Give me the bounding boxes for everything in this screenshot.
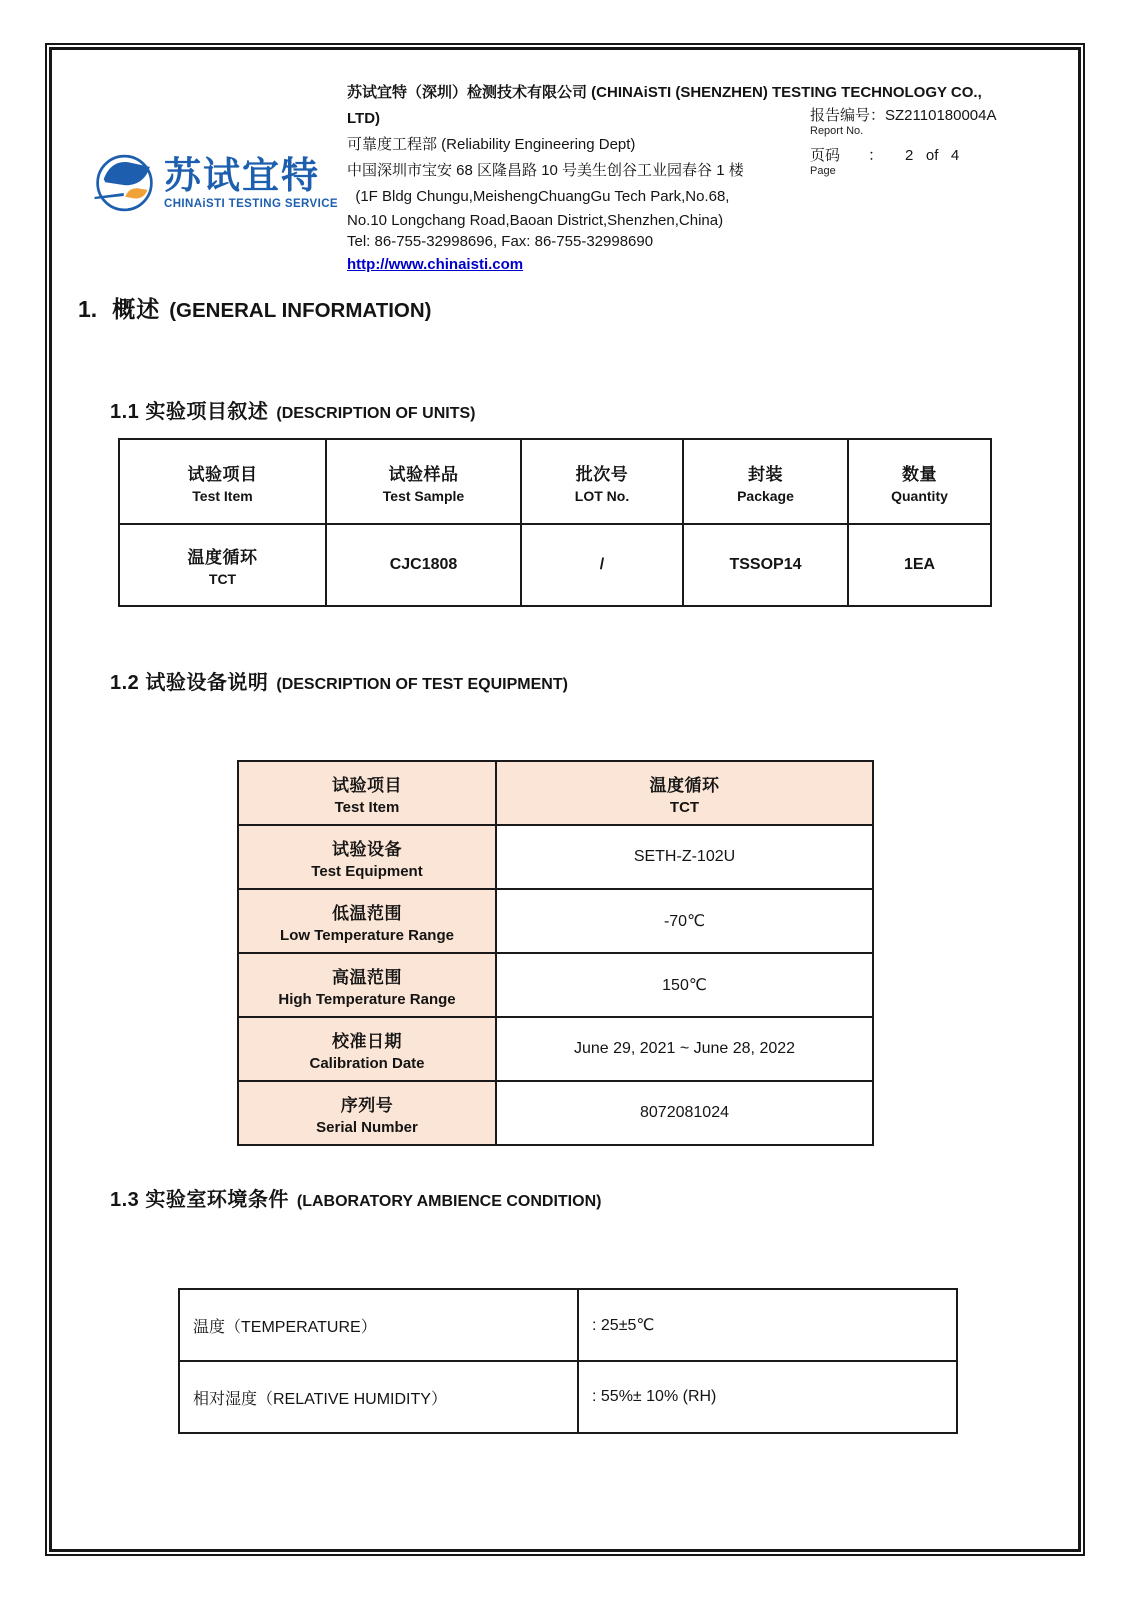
equipment-label-test-item: 试验项目 Test Item	[238, 761, 496, 825]
section-1-3-title-cn: 1.3 实验室环境条件	[110, 1189, 289, 1211]
section-1-2-title-en: (DESCRIPTION OF TEST EQUIPMENT)	[276, 676, 568, 693]
equipment-value-equipment: SETH-Z-102U	[496, 825, 873, 889]
report-no-label-en: Report No.	[810, 125, 864, 137]
report-no-value: SZ2110180004A	[885, 107, 997, 124]
units-table-header-row	[119, 439, 991, 524]
report-no-line	[810, 104, 1060, 125]
section-1-3-heading	[110, 1183, 601, 1212]
units-header-lot-no: 批次号 LOT No.	[521, 439, 683, 524]
units-table	[118, 438, 992, 607]
equipment-value-low-temp: -70℃	[496, 889, 873, 953]
units-cell-test-item: 温度循环 TCT	[119, 524, 326, 606]
address-en-line1: (1F Bldg Chungu,MeishengChuangGu Tech Park,No.68,	[347, 188, 730, 205]
report-meta-block	[810, 104, 1060, 178]
address-en-line2: No.10 Longchang Road,Baoan District,Shenzhen,China)	[347, 212, 724, 229]
equipment-label-low-temp: 低温范围 Low Temperature Range	[238, 889, 496, 953]
chinaisti-logo-icon	[93, 139, 156, 227]
units-header-quantity: 数量 Quantity	[848, 439, 991, 524]
equipment-value-serial: 8072081024	[496, 1081, 873, 1145]
company-name-line1: 苏试宜特（深圳）检测技术有限公司 (CHINAiSTI (SHENZHEN) TESTING TECHNOLOGY CO.,	[347, 84, 982, 101]
units-header-test-sample: 试验样品 Test Sample	[326, 439, 521, 524]
ambience-table	[178, 1288, 958, 1434]
equipment-value-test-item: 温度循环 TCT	[496, 761, 873, 825]
company-website-link[interactable]: http://www.chinaisti.com	[347, 256, 524, 273]
ambience-label-humidity: 相对湿度（RELATIVE HUMIDITY）	[179, 1361, 578, 1433]
page-value: 2 of 4	[905, 147, 960, 164]
address-cn-line: 中国深圳市宝安 68 区隆昌路 10 号美生创谷工业园春谷 1 楼	[347, 162, 744, 179]
units-header-test-item: 试验项目 Test Item	[119, 439, 326, 524]
ambience-value-temperature: : 25±5℃	[578, 1289, 957, 1361]
section-1-2-heading	[110, 666, 568, 695]
page-no-line	[810, 144, 1060, 165]
ambience-row-temperature	[179, 1289, 957, 1361]
ambience-value-humidity: : 55%± 10% (RH)	[578, 1361, 957, 1433]
company-logo	[93, 139, 338, 227]
equipment-label-serial: 序列号 Serial Number	[238, 1081, 496, 1145]
equipment-label-high-temp: 高温范围 High Temperature Range	[238, 953, 496, 1017]
section-1-heading	[78, 291, 432, 324]
equipment-row-equipment	[238, 825, 873, 889]
section-1-2-title-cn: 1.2 试验设备说明	[110, 672, 269, 694]
equipment-row-high-temp	[238, 953, 873, 1017]
section-1-1-title-cn: 1.1 实验项目叙述	[110, 401, 269, 423]
units-cell-quantity: 1EA	[848, 524, 991, 606]
units-header-package: 封装 Package	[683, 439, 848, 524]
equipment-table	[237, 760, 874, 1146]
units-cell-package: TSSOP14	[683, 524, 848, 606]
logo-en-text: CHINAiSTI TESTING SERVICE	[163, 198, 338, 210]
section-1-3-title-en: (LABORATORY AMBIENCE CONDITION)	[296, 1193, 602, 1210]
page-label-en: Page	[810, 165, 836, 177]
ambience-label-temperature: 温度（TEMPERATURE）	[179, 1289, 578, 1361]
section-1-title-cn: 概述	[112, 296, 161, 322]
report-no-label: 报告编号：	[810, 107, 886, 124]
section-1-title-en: (GENERAL INFORMATION)	[169, 299, 432, 322]
ambience-row-humidity	[179, 1361, 957, 1433]
company-name-line2: LTD)	[347, 110, 381, 127]
equipment-row-serial	[238, 1081, 873, 1145]
section-1-number: 1.	[78, 296, 98, 322]
department-line: 可靠度工程部 (Reliability Engineering Dept)	[347, 136, 636, 153]
units-cell-lot-no: /	[521, 524, 683, 606]
logo-cn-text: 苏试宜特	[163, 155, 320, 196]
equipment-label-calibration: 校准日期 Calibration Date	[238, 1017, 496, 1081]
equipment-row-calibration	[238, 1017, 873, 1081]
equipment-row-test-item	[238, 761, 873, 825]
equipment-label-equipment: 试验设备 Test Equipment	[238, 825, 496, 889]
equipment-value-calibration: June 29, 2021 ~ June 28, 2022	[496, 1017, 873, 1081]
units-cell-test-sample: CJC1808	[326, 524, 521, 606]
equipment-row-low-temp	[238, 889, 873, 953]
equipment-value-high-temp: 150℃	[496, 953, 873, 1017]
page-colon: ：	[868, 147, 884, 164]
section-1-1-title-en: (DESCRIPTION OF UNITS)	[276, 405, 476, 422]
section-1-1-heading	[110, 395, 475, 424]
page-label-cn: 页码	[810, 147, 841, 164]
tel-fax-line: Tel: 86-755-32998696, Fax: 86-755-32998690	[347, 233, 654, 250]
units-table-data-row	[119, 524, 991, 606]
